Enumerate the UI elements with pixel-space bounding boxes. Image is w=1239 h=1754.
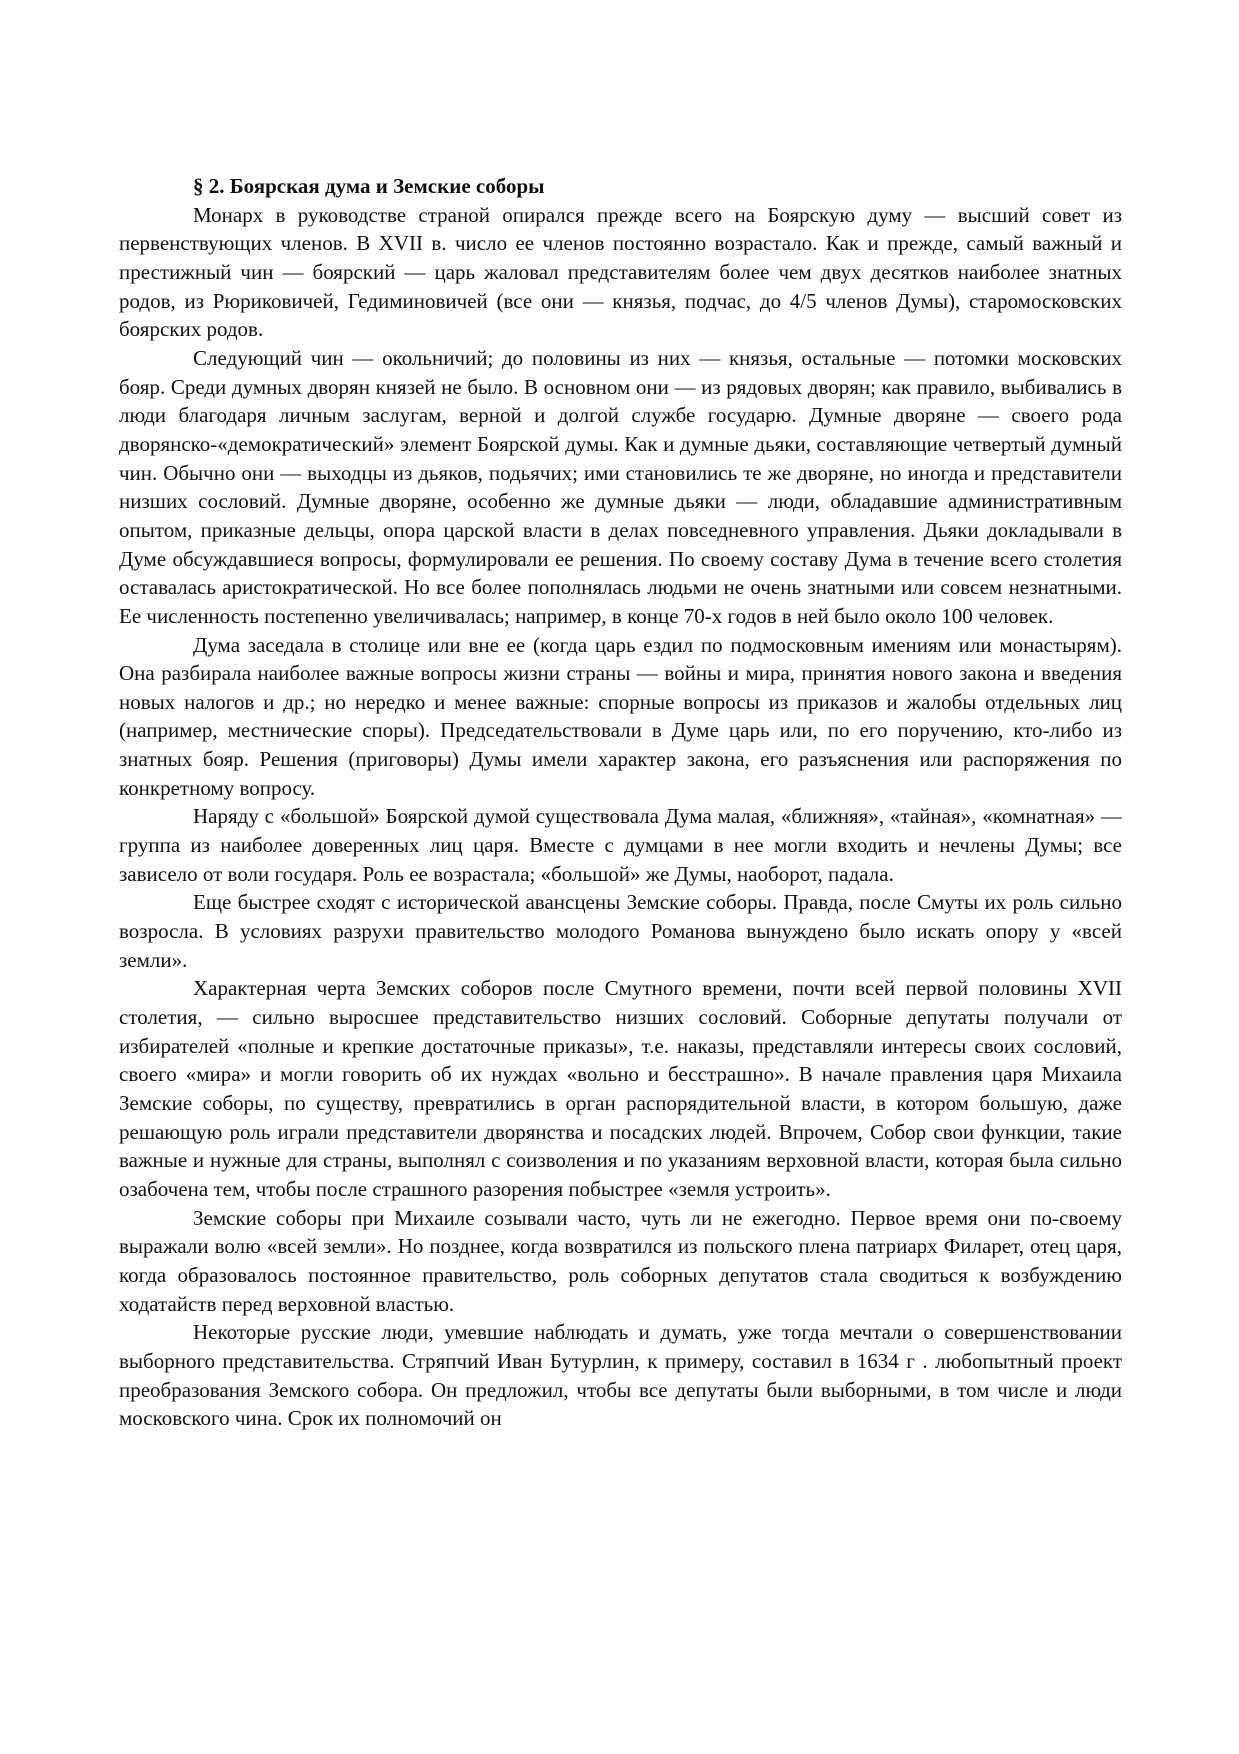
paragraph: Некоторые русские люди, умевшие наблюдать и думать, уже тогда мечтали о совершенствовании выборного представительства. Стряпчий Иван Бутурлин, к примеру, составил в 1634 г . любопытный проект преобразования Земского собора. Он предложил, чтобы все депутаты были выборными, в том числе и люди московского чина. Срок их полномочий он bbox=[119, 1320, 1122, 1431]
paragraph: Характерная черта Земских соборов после Смутного времени, почти всей первой половины XVII столетия, — сильно выросшее представительство низших сословий. Соборные депутаты получали от избирателей «полные и крепкие достаточные приказы», т.е. наказы, представляли интересы своих сословий, своего «мира» и могли говорить об их нуждах «вольно и бесстрашно». В начале правления царя Михаила Земские соборы, по существу, превратились в орган распорядительной власти, в котором большую, даже решающую роль играли представители дворянства и посадских людей. Впрочем, Собор свои функции, такие важные и нужные для страны, выполнял с соизволения и по указаниям верховной власти, которая была сильно озабочена тем, чтобы после страшного разорения побыстрее «земля устроить». bbox=[119, 976, 1122, 1201]
section-heading: § 2. Боярская дума и Земские соборы bbox=[193, 174, 545, 198]
paragraph: Еще быстрее сходят с исторической авансцены Земские соборы. Правда, после Смуты их роль сильно возросла. В условиях разрухи правительство молодого Романова вынуждено было искать опору у «всей земли». bbox=[119, 890, 1122, 972]
paragraph: Монарх в руководстве страной опирался прежде всего на Боярскую думу — высший совет из первенствующих членов. В XVII в. число ее членов постоянно возрастало. Как и прежде, самый важный и престижный чин — боярский — царь жаловал представителям более чем двух десятков наиболее знатных родов, из Рюриковичей, Гедиминовичей (все они — князья, подчас, до 4/5 членов Думы), старомосковских боярских родов. bbox=[119, 202, 1122, 342]
document-page bbox=[119, 172, 1122, 1433]
paragraph: Наряду с «большой» Боярской думой существовала Дума малая, «ближняя», «тайная», «комнатная» — группа из наиболее доверенных лиц царя. Вместе с думцами в нее могли входить и нечлены Думы; все зависело от воли государя. Роль ее возрастала; «большой» же Думы, наоборот, падала. bbox=[119, 804, 1122, 886]
paragraph: Земские соборы при Михаиле созывали часто, чуть ли не ежегодно. Первое время они по-своему выражали волю «всей земли». Но позднее, когда возвратился из польского плена патриарх Филарет, отец царя, когда образовалось постоянное правительство, роль соборных депутатов стала сводиться к возбуждению ходатайств перед верховной властью. bbox=[119, 1205, 1122, 1316]
paragraph: Следующий чин — окольничий; до половины из них — князья, остальные — потомки московских бояр. Среди думных дворян князей не было. В основном они — из рядовых дворян; как правило, выбивались в люди благодаря личным заслугам, верной и долгой службе государю. Думные дворяне — своего рода дворянско-«демократический» элемент Боярской думы. Как и думные дьяки, составляющие четвертый думный чин. Обычно они — выходцы из дьяков, подьячих; ими становились те же дворяне, но иногда и представители низших сословий. Думные дворяне, особенно же думные дьяки — люди, обладавшие административным опытом, приказные дельцы, опора царской власти в делах повседневного управления. Дьяки докладывали в Думе обсуждавшиеся вопросы, формулировали ее решения. По своему составу Дума в течение всего столетия оставалась аристократической. Но все более пополнялась людьми не очень знатными или совсем незнатными. Ее численность постепенно увеличивалась; например, в конце 70-х годов в ней было около 100 человек. bbox=[119, 345, 1122, 628]
paragraph: Дума заседала в столице или вне ее (когда царь ездил по подмосковным имениям или монастырям). Она разбирала наиболее важные вопросы жизни страны — войны и мира, принятия нового закона и введения новых налогов и др.; но нередко и менее важные: спорные вопросы из приказов и жалобы отдельных лиц (например, местнические споры). Председательствовали в Думе царь или, по его поручению, кто-либо из знатных бояр. Решения (приговоры) Думы имели характер закона, его разъяснения или распоряжения по конкретному вопросу. bbox=[119, 632, 1122, 800]
